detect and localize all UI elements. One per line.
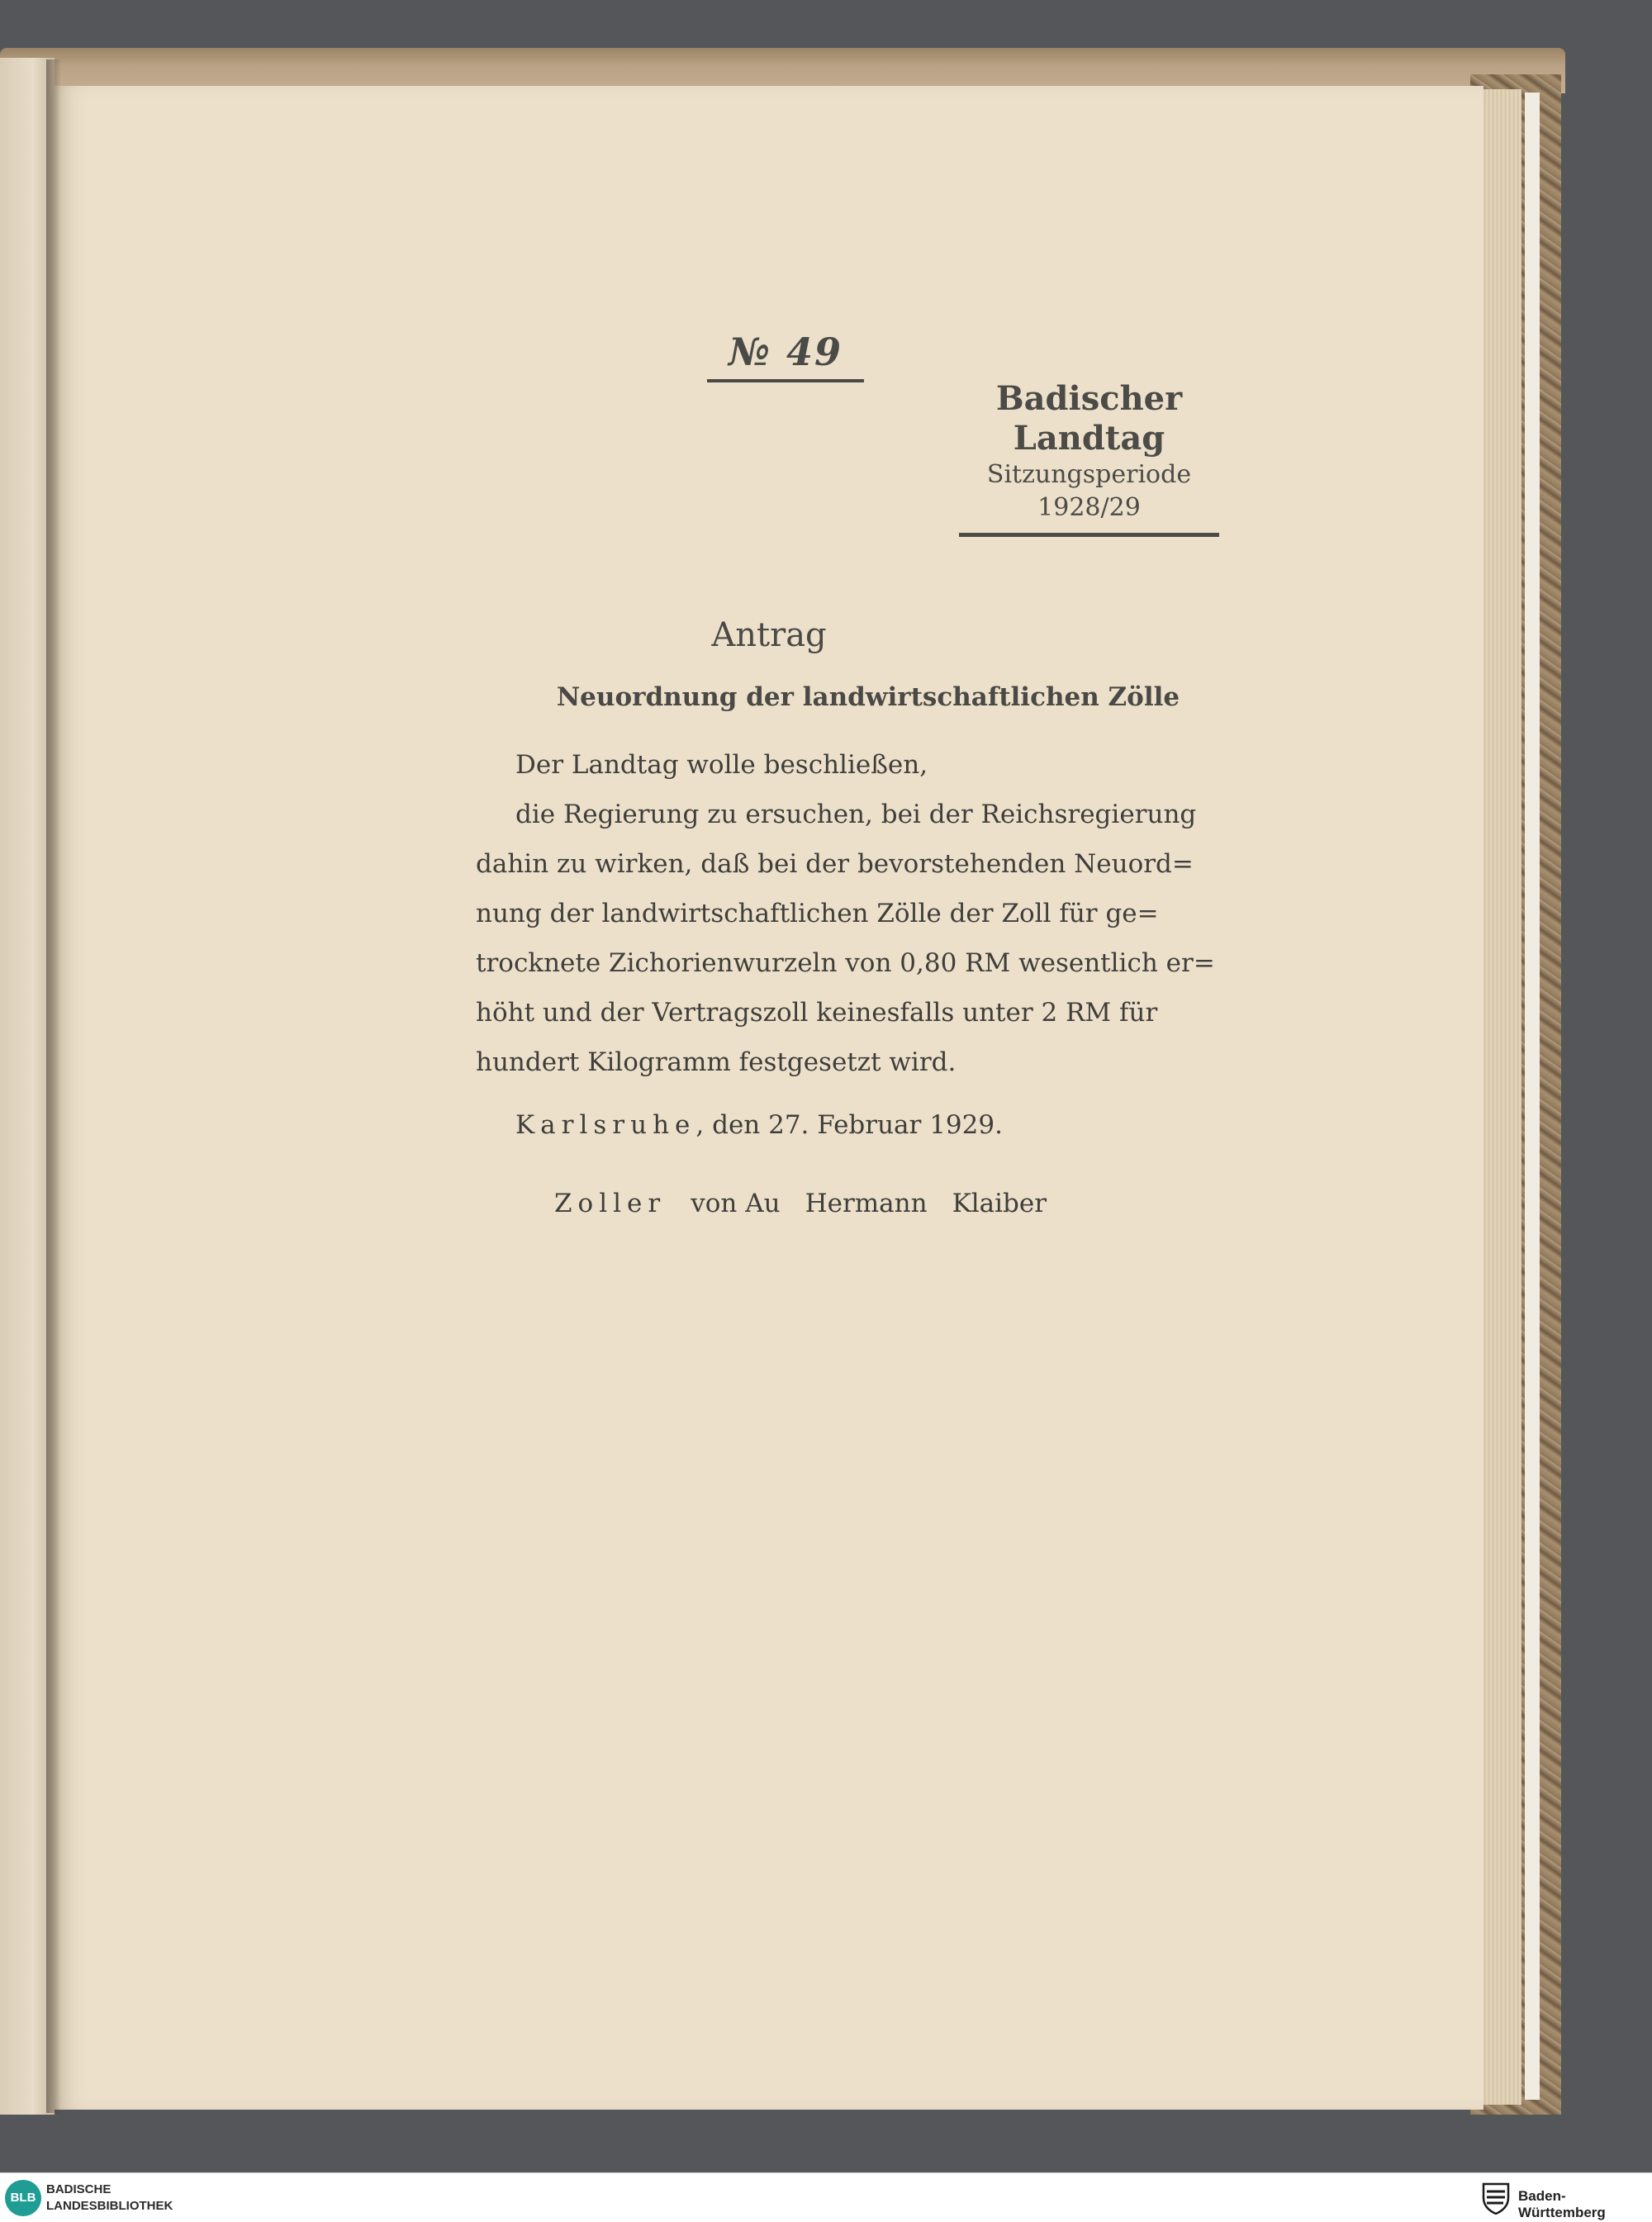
page-edge-highlight (1525, 93, 1540, 2100)
body-line: die Regierung zu ersuchen, bei der Reichsregierung (515, 800, 1197, 829)
library-name (46, 2182, 173, 2215)
body-line: trocknete Zichorienwurzeln von 0,80 RM wesentlich er= (476, 948, 1215, 978)
document-number: № 49 (707, 330, 864, 382)
signature-name: Zoller (554, 1189, 667, 1218)
stamp-session: Sitzungsperiode (986, 460, 1192, 489)
stamp-title: Badischer Landtag (995, 379, 1183, 458)
blb-logo-icon[interactable]: BLB (5, 2180, 41, 2216)
signature-name: Klaiber (952, 1189, 1047, 1218)
signature-name: von Au (691, 1189, 781, 1218)
body-line: hundert Kilogramm festgesetzt wird. (476, 1047, 957, 1077)
coat-of-arms-icon (1480, 2182, 1512, 2215)
signatures (554, 1189, 1047, 1218)
viewer-footer (0, 2172, 1652, 2222)
date-line (515, 1110, 1003, 1140)
body-line: Der Landtag wolle beschließen, (515, 750, 928, 780)
document-page (55, 86, 1483, 2110)
library-name-line2: LANDESBIBLIOTHEK (46, 2199, 173, 2213)
spine-shadow (46, 59, 61, 2113)
page-edges (1479, 89, 1521, 2105)
motion-body (476, 740, 1215, 1087)
body-line: dahin zu wirken, daß bei der bevorstehenden Neuord= (476, 849, 1194, 879)
state-label: Baden-Württemberg (1518, 2188, 1606, 2220)
landtag-stamp (959, 379, 1219, 537)
document-subject: Neuordnung der landwirtschaftlichen Zölle (556, 682, 1180, 712)
library-name-line1: BADISCHE (46, 2182, 112, 2196)
date-text: , den 27. Februar 1929. (695, 1110, 1003, 1140)
body-line: höht und der Vertragszoll keinesfalls unter 2 RM für (476, 998, 1158, 1028)
date-place: Karlsruhe (515, 1110, 696, 1140)
stamp-years: 1928/29 (1037, 493, 1141, 522)
body-line: nung der landwirtschaftlichen Zölle der Zoll für ge= (476, 899, 1159, 928)
document-heading: Antrag (711, 616, 827, 654)
signature-name: Hermann (805, 1189, 928, 1218)
